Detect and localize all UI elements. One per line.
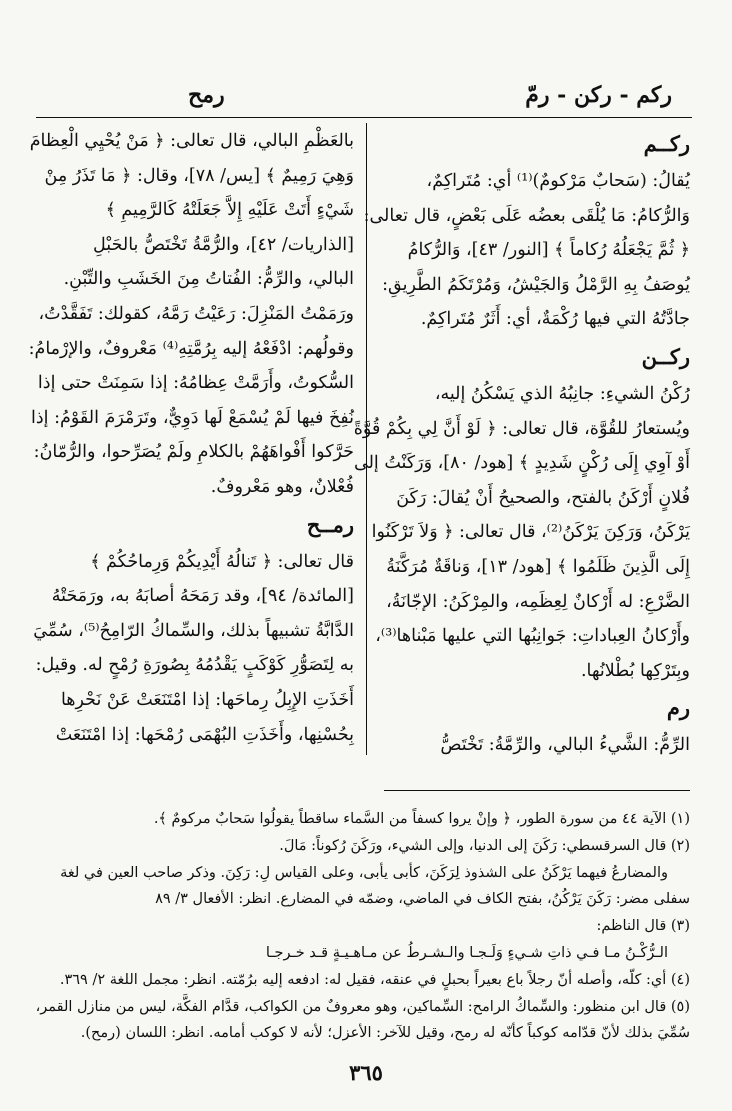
text-line: قال تعالى: ﴿ تَنالُهُ أَيْدِيكُمْ وَرِماحُكُمْ ﴾ bbox=[90, 551, 354, 572]
text-line: بِحُسْنِها، وأَخَذَتِ البُهْمَى رُمْحَها: إذا امْتَنَعَتْ bbox=[55, 724, 354, 745]
text-line: وَهِيَ رَمِيمٌ ﴾ [يس/ ٧٨]، وقال: ﴿ مَا تَذَرُ مِنْ bbox=[44, 165, 354, 186]
text-line: شَيْءٍ أَتَتْ عَلَيْهِ إِلاَّ جَعَلَتْهُ كَالرَّمِيمِ ﴾ bbox=[105, 200, 354, 221]
text-line: [الذاريات/ ٤٢]، والرُّمَّةُ تَخْتَصُّ بالحَبْلِ bbox=[93, 234, 354, 255]
text-line: وبِتَرْكِها بُطْلانُها. bbox=[580, 660, 690, 681]
text-line: [المائدة/ ٩٤]، وقد رَمَحَهُ أصابَهُ به، ورَمَحَتْهُ bbox=[51, 586, 354, 607]
text-line: وأَرْكانُ العِباداتِ: جَوانِبُها التي عليها مَبْناها⁽³⁾، bbox=[375, 626, 690, 647]
text-line: حَرَّكوا أَفْواهَهُمْ بالكلامِ ولَمْ يُصَرِّحوا، والرُّمّانُ: bbox=[33, 442, 354, 463]
footnote-rule bbox=[384, 790, 690, 791]
text-line: أَخَذَتِ الإِبِلُ رِماحَها: إذا امْتَنَعَتْ عَنْ نَحْرِها bbox=[60, 689, 354, 710]
text-line: ورَمَمْتُ المَنْزِلَ: رَعَيْتُ رَمَّهُ، كقولك: تَفَقَّدْتُ، bbox=[38, 303, 354, 324]
text-line: البالي، والرِّمُّ: الفُتاتُ مِنَ الخَشَبِ والتِّبْنِ. bbox=[63, 269, 354, 290]
footnote: (٣) قال الناظم: bbox=[596, 918, 690, 935]
text-line: بالعَظْمِ البالي، قال تعالى: ﴿ مَنْ يُحْيِي الْعِظامَ bbox=[29, 131, 354, 151]
text-line: فُعْلانٌ، وهو مَعْروفٌ. bbox=[210, 476, 354, 497]
footnote-continuation: سُمِّيَ بذلك لأنّ قدّامه كوكباً كأنّه له رمح، وقيل للآخر: الأعزل؛ لأنه لا كوكب أمامه. انظر: اللسان (رمح). bbox=[80, 1025, 690, 1042]
entry-heading-ramm: رم bbox=[666, 695, 690, 721]
footnote-continuation: والمضارعُ فيهما يَرْكَنُ على الشذوذ لِرَكَنَ، كأبى يأبى، وعلى القياس لِ: رَكِنَ. وذكر صاحب العين في لغة bbox=[60, 864, 668, 881]
running-header-right: ركم - ركن - رمّ bbox=[525, 82, 672, 108]
text-line: فُلانٍ أَرْكَنُ بالفتح، والصحيحُ أَنْ يُقالَ: رَكَنَ bbox=[396, 487, 690, 508]
entry-heading-ramh: رمــح bbox=[306, 511, 354, 537]
text-line: يَرْكَنُ، وَرَكِنَ يَرْكَنُ⁽²⁾، قال تعالى: ﴿ وَلاَ تَرْكَنُوا bbox=[371, 522, 690, 543]
text-line: الدَّابَّةُ تشبيهاً بذلك، والسِّماكُ الرّامِحُ⁽⁵⁾، سُمِّيَ bbox=[33, 620, 354, 641]
text-line: يُقالُ: (سَحابٌ مَرْكومٌ)⁽¹⁾ أي: مُتَراكِمٌ، bbox=[426, 171, 690, 191]
text-line: جادَّتُهُ التي فيها رُكْمَةٌ، أي: أَثَرٌ مُتَراكِمٌ. bbox=[420, 309, 690, 330]
text-line: السُّكوتُ، وأَرَمَّتْ عِظامُهُ: إذا سَمِنَتْ حتى إذا bbox=[37, 373, 354, 394]
text-line: الرِّمُّ: الشَّيءُ البالي، والرِّمَّةُ: تَخْتَصُّ bbox=[440, 735, 690, 756]
footnote-verse: الـرُّكْـنُ مـا فـي ذاتِ شـيءٍ وَلَـجـا والـشـرطُ عن مـاهـيـةٍ قـد خـرجـا bbox=[265, 944, 668, 961]
footnote-continuation: سفلى مضر: رَكَنَ يَرْكُنُ، بفتح الكاف في الماضي، وضمّه في المضارع. انظر: الأفعال ٣/ ٨٩ bbox=[155, 891, 690, 908]
text-line: ويُستعارُ للقُوَّة، قال تعالى: ﴿ لَوْ أَنَّ لِي بِكُمْ قُوَّةً bbox=[353, 418, 690, 439]
footnotes bbox=[36, 806, 690, 1047]
text-line: يُوصَفُ بِهِ الرَّمْلُ وَالجَيْشُ، وَمُرْتَكَمُ الطَّرِيقِ: bbox=[382, 274, 690, 295]
left-column bbox=[28, 124, 354, 752]
text-line: إِلَى الَّذِينَ ظَلَمُوا ﴾ [هود/ ١٣]، وَناقَةٌ مُرَكَّنَةُ bbox=[386, 556, 690, 577]
text-line: وَالرُّكامُ: مَا يُلْقَى بعضُه عَلَى بَعْضٍ، قال تعالى: bbox=[363, 205, 690, 226]
running-header-left: رمح bbox=[188, 82, 225, 108]
footnote: (٤) أي: كلّه، وأصله أنّ رجلاً باع بعيراً بحبلٍ في عنقه، فقيل له: ادفعه إليه برُمّته. انظر: مجمل اللغة ٢/ ٣٦٩. bbox=[59, 971, 690, 988]
footnote: (١) الآية ٤٤ من سورة الطور، ﴿ وإنْ يروا كسفاً من السَّماء ساقطاً يقولُوا سَحابٌ مركومٌ ﴾. bbox=[153, 811, 690, 827]
text-line: ﴿ ثُمَّ يَجْعَلُهُ رُكاماً ﴾ [النور/ ٤٣]، وَالرُّكامُ bbox=[407, 240, 690, 261]
text-line: نُفِخَ فيها لَمْ يُسْمَعْ لَها دَوِيٌّ، وتَرَمْرَمَ القَوْمُ: إذا bbox=[31, 407, 354, 428]
text-line: به لِتَصَوُّرِ كَوْكَبٍ يَقْدُمُهُ بِصُورَةِ رُمْحٍ له. وقيل: bbox=[35, 655, 354, 676]
entry-heading-rakam: ركــم bbox=[643, 131, 690, 156]
right-column bbox=[353, 124, 690, 764]
header-rule bbox=[36, 117, 692, 118]
footnote: (٢) قال السرقسطي: رَكَنَ إلى الدنيا، وإلى الشيء، ورَكَنَ رُكوناً: مَالَ. bbox=[279, 837, 690, 854]
column-divider bbox=[366, 123, 367, 755]
footnote: (٥) قال ابن منظور: والسِّماكُ الرامح: السِّماكين، وهو معروفٌ من الكواكب، قدَّام الفكَّة، ليس من منازل القمر، bbox=[35, 998, 690, 1015]
text-line: رُكْنُ الشيءِ: جانِبُهُ الذي يَسْكُنُ إليه، bbox=[434, 383, 690, 404]
text-line: أَوْ آوِي إِلَى رُكْنٍ شَدِيدٍ ﴾ [هود/ ٨٠]، وَرَكَنْتُ إلى bbox=[354, 453, 690, 474]
entry-heading-rakan: ركــن bbox=[641, 343, 690, 369]
page-number: ٣٦٥ bbox=[349, 1060, 383, 1085]
text-line: الضَّرْعِ: له أَرْكانٌ لِعِظَمِه، والمِرْكَنُ: الإجّانَةُ، bbox=[386, 591, 690, 612]
text-line: وقولُهم: ادْفَعْهُ إليه بِرُمَّتِهِ⁽⁴⁾ مَعْروفٌ، والإرْمامُ: bbox=[28, 338, 354, 359]
